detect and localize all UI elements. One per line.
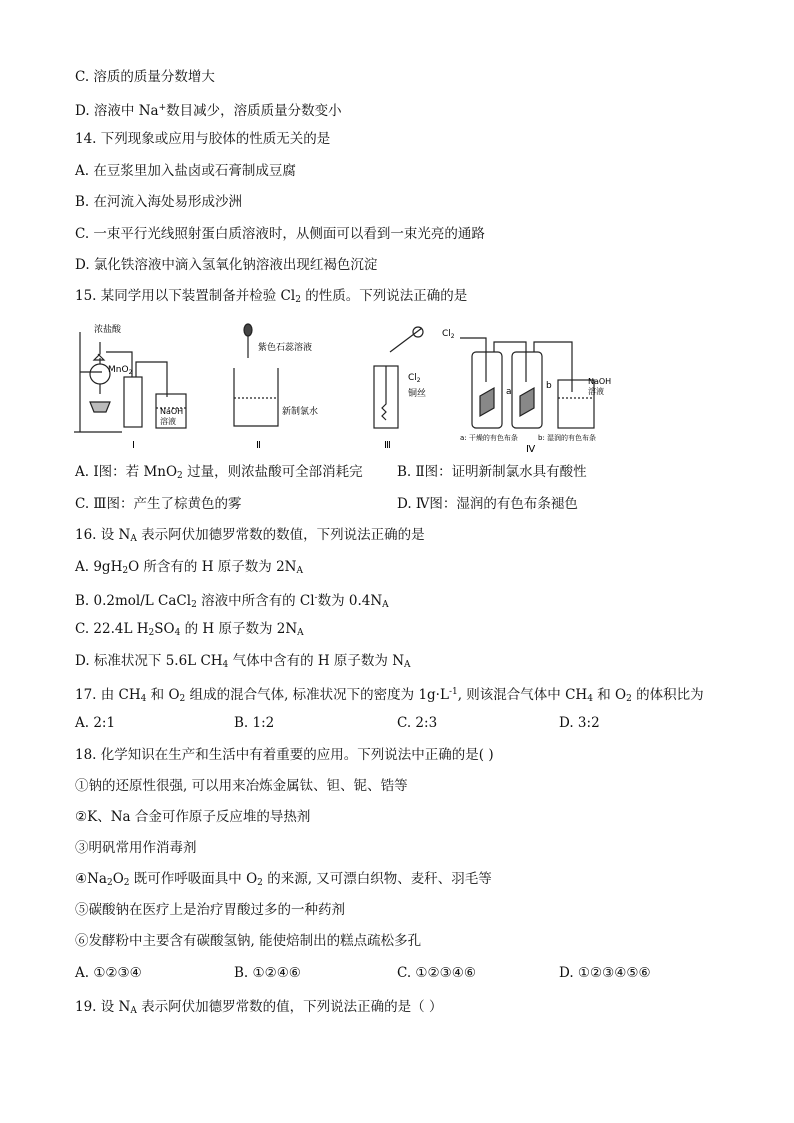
text: C. 22.4L H (75, 621, 149, 637)
q18-statement-3: ③明矾常用作消毒剂 (75, 840, 197, 856)
superscript: + (158, 103, 167, 113)
subscript: 4 (222, 660, 229, 670)
subscript: 2 (106, 878, 113, 888)
label-cl2 (408, 373, 421, 384)
subscript: 4 (587, 694, 593, 704)
text: 数目减少，溶质质量分数变小 (166, 103, 342, 119)
q14-option-b: B. 在河流入海处易形成沙洲 (75, 194, 243, 210)
text: , 则该混合气体中 CH (457, 687, 588, 703)
text: 的体积比为 (631, 687, 704, 703)
q18-statement-2: ②K、Na 合金可作原子反应堆的导热剂 (75, 809, 311, 825)
q14-option-d: D. 氯化铁溶液中滴入氢氧化钠溶液出现红褐色沉淀 (75, 257, 378, 273)
q13-option-c: C. 溶质的质量分数增大 (75, 69, 215, 85)
text: MnO (108, 365, 129, 375)
label-naoh-4: NaOH (588, 377, 612, 386)
q17-option-b: B. 1:2 (234, 715, 275, 731)
apparatus-figure-4 (440, 322, 620, 454)
subscript: 2 (257, 878, 263, 888)
text: O (112, 871, 124, 887)
subscript: A (130, 534, 137, 544)
q15-option-c: C. Ⅲ图：产生了棕黄色的雾 (75, 496, 242, 512)
text: 的性质。下列说法正确的是 (300, 288, 468, 304)
q16-stem (75, 526, 425, 548)
text: 表示阿伏加德罗常数的值，下列说法正确的是（ ） (136, 999, 443, 1015)
subscript: A (297, 628, 304, 638)
q16-option-b (75, 589, 389, 614)
note-a: a: 干燥的有色布条 (460, 434, 518, 442)
q18-statement-1: ①钠的还原性很强, 可以用来冶炼金属钛、钽、铌、锆等 (75, 778, 408, 794)
q17-option-c: C. 2:3 (397, 715, 438, 731)
text: D. 标准状况下 5.6L CH (75, 653, 223, 669)
q15-option-a (75, 463, 363, 485)
superscript: - (314, 593, 318, 603)
q15-option-d: D. Ⅳ图：湿润的有色布条褪色 (397, 496, 578, 512)
figure-number-3: Ⅲ (384, 440, 391, 451)
label-a: a (506, 387, 512, 397)
q19-stem (75, 998, 442, 1020)
q16-option-d (75, 652, 411, 674)
text: 16. 设 N (75, 527, 131, 543)
text: D. 溶液中 Na (75, 103, 159, 119)
label-chlorine-water: 新制氯水 (282, 407, 319, 417)
subscript: 4 (140, 694, 147, 704)
label-solution-4: 溶液 (588, 387, 604, 396)
text: 溶液中所含有的 Cl (196, 593, 315, 609)
label-naoh: NaOH (160, 407, 184, 416)
text: 过量，则浓盐酸可全部消耗完 (182, 464, 363, 480)
label-cl2-inlet (442, 329, 455, 340)
text: 组成的混合气体, 标准状况下的密度为 1g·L (185, 687, 449, 703)
text: A. 9gH (75, 559, 123, 575)
q14-option-c: C. 一束平行光线照射蛋白质溶液时，从侧面可以看到一束光亮的通路 (75, 226, 485, 242)
subscript: 2 (123, 878, 130, 888)
subscript: A (404, 660, 411, 670)
q15-stem (75, 287, 467, 309)
text: B. 0.2mol/L CaCl (75, 593, 192, 609)
text: ④Na (75, 871, 107, 887)
subscript: 2 (191, 600, 197, 610)
subscript: 2 (148, 628, 155, 638)
subscript: A (296, 566, 303, 576)
q18-stem: 18. 化学知识在生产和生活中有着重要的应用。下列说法中正确的是( ) (75, 747, 494, 763)
label-conc-hcl: 浓盐酸 (94, 325, 122, 335)
text: 的来源, 又可漂白织物、麦秆、羽毛等 (262, 871, 492, 887)
text: 19. 设 N (75, 999, 131, 1015)
text: 表示阿伏加德罗常数的数值，下列说法正确的是 (136, 527, 425, 543)
text: 和 O (146, 687, 180, 703)
text: 既可作呼吸面具中 O (129, 871, 258, 887)
q18-option-a: A. ①②③④ (75, 965, 142, 981)
text: Cl (408, 373, 417, 383)
text: 气体中含有的 H 原子数为 N (228, 653, 405, 669)
subscript: 2 (128, 369, 133, 376)
text: A. Ⅰ图：若 MnO (75, 464, 178, 480)
q18-statement-4 (75, 870, 492, 892)
subscript: 2 (416, 377, 421, 384)
q16-option-a (75, 558, 303, 580)
subscript: 2 (626, 694, 632, 704)
text: 15. 某同学用以下装置制备并检验 Cl (75, 288, 296, 304)
subscript: A (382, 600, 389, 610)
q15-option-b: B. Ⅱ图：证明新制氯水具有酸性 (397, 464, 587, 480)
text: 17. 由 CH (75, 687, 141, 703)
subscript: 2 (295, 295, 301, 305)
q14-stem: 14. 下列现象或应用与胶体的性质无关的是 (75, 131, 331, 147)
figure-number-1: Ⅰ (132, 440, 135, 451)
superscript: -1 (448, 687, 458, 697)
label-mno2 (108, 365, 133, 376)
subscript: 2 (450, 333, 455, 340)
q18-statement-5: ⑤碳酸钠在医疗上是治疗胃酸过多的一种药剂 (75, 902, 345, 918)
text: 和 O (592, 687, 627, 703)
label-litmus: 紫色石蕊溶液 (258, 343, 313, 353)
subscript: A (130, 1006, 137, 1016)
text: O 所含有的 H 原子数为 2N (128, 559, 297, 575)
label-b: b (546, 381, 552, 391)
label-solution: 溶液 (160, 417, 176, 426)
q18-option-b: B. ①②④⑥ (234, 965, 301, 981)
subscript: 2 (122, 566, 129, 576)
q14-option-a: A. 在豆浆里加入盐卤或石膏制成豆腐 (75, 163, 296, 179)
q17-option-d: D. 3:2 (559, 715, 600, 731)
note-b: b: 湿润的有色布条 (538, 434, 597, 442)
apparatus-figure-3 (360, 322, 450, 454)
apparatus-figure-1 (72, 322, 202, 454)
q18-statement-6: ⑥发酵粉中主要含有碳酸氢钠, 能使焙制出的糕点疏松多孔 (75, 933, 422, 949)
subscript: 4 (174, 628, 181, 638)
q16-option-c (75, 620, 304, 642)
q18-option-d: D. ①②③④⑤⑥ (559, 965, 651, 981)
text: SO (154, 621, 175, 637)
label-copper-wire: 铜丝 (408, 389, 427, 399)
text: 数为 0.4N (317, 593, 383, 609)
subscript: 2 (179, 694, 186, 704)
subscript: 2 (177, 471, 183, 481)
text: Cl (442, 329, 451, 339)
figure-number-4: Ⅳ (526, 444, 536, 454)
q13-option-d (75, 99, 342, 120)
apparatus-figure-2 (228, 322, 328, 454)
q17-stem (75, 683, 704, 708)
text: 的 H 原子数为 2N (180, 621, 298, 637)
q18-option-c: C. ①②③④⑥ (397, 965, 476, 981)
q17-option-a: A. 2:1 (75, 715, 116, 731)
figure-number-2: Ⅱ (256, 440, 261, 451)
